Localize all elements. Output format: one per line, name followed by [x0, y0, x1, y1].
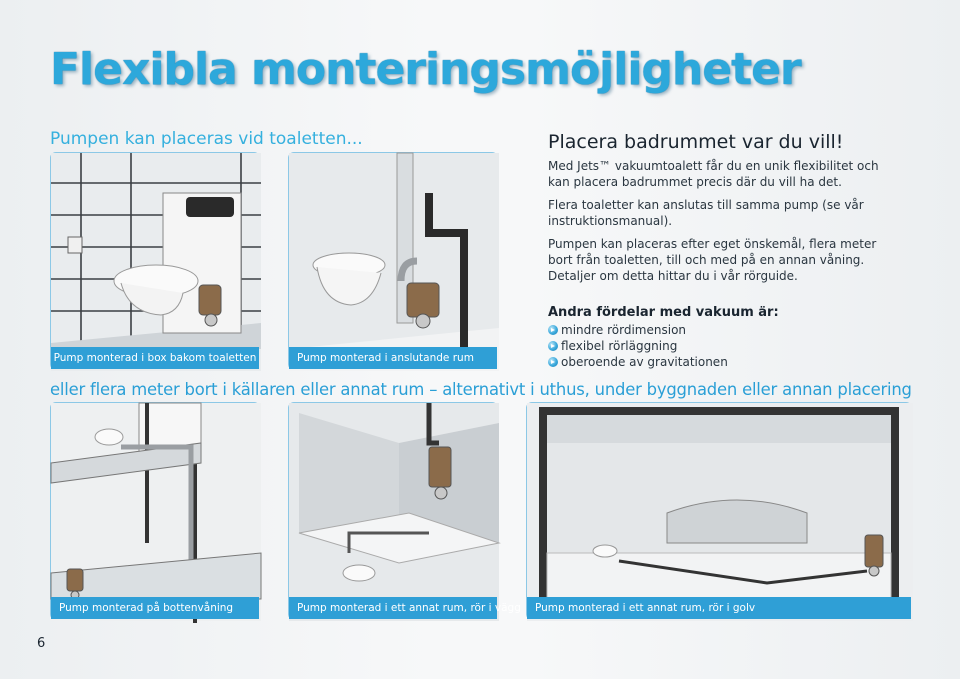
- illustration-ground-floor: [51, 403, 261, 621]
- advantages-list: [548, 322, 728, 370]
- wide-heading: eller flera meter bort i källaren eller annat rum – alternativt i uthus, under byggnaden eller annan placering: [50, 380, 912, 399]
- page-number: 6: [37, 636, 46, 651]
- panel-other-room-wall: [288, 402, 521, 620]
- advantage-label: oberoende av gravitationen: [561, 355, 728, 369]
- panel-other-room-floor: [526, 402, 912, 620]
- subtitle-left: Pumpen kan placeras vid toaletten...: [50, 129, 363, 149]
- advantages-heading: Andra fördelar med vakuum är:: [548, 305, 779, 320]
- section-heading: Placera badrummet var du vill!: [548, 131, 844, 153]
- illustration-other-room-wall: [289, 403, 499, 621]
- arrow-bullet-icon: [548, 357, 558, 367]
- advantage-label: mindre rördimension: [561, 323, 687, 337]
- advantage-item: [548, 354, 728, 370]
- caption-panel-1: Pump monterad i box bakom toaletten: [51, 347, 259, 369]
- paragraph-1: Med Jets™ vakuumtoalett får du en unik flexibilitet och kan placera badrummet precis där du vill ha det.: [548, 159, 879, 189]
- caption-panel-4: Pump monterad i ett annat rum, rör i vägg: [289, 597, 497, 619]
- panel-ground-floor: [50, 402, 260, 620]
- advantage-item: [548, 322, 728, 338]
- illustration-box-behind-toilet: [51, 153, 261, 371]
- caption-panel-3: Pump monterad på bottenvåning: [51, 597, 259, 619]
- paragraph-2: Flera toaletter kan anslutas till samma pump (se vår instruktionsmanual).: [548, 198, 864, 228]
- caption-panel-5: Pump monterad i ett annat rum, rör i golv: [527, 597, 911, 619]
- illustration-other-room-floor: [527, 403, 913, 621]
- arrow-bullet-icon: [548, 325, 558, 335]
- panel-adjoining-room: [288, 152, 498, 370]
- advantage-label: flexibel rörläggning: [561, 339, 678, 353]
- arrow-bullet-icon: [548, 341, 558, 351]
- paragraph-3: Pumpen kan placeras efter eget önskemål, flera meter bort från toaletten, till och med på en annan våning. Detaljer om detta hittar du i vår rörguide.: [548, 237, 877, 283]
- caption-panel-2: Pump monterad i anslutande rum: [289, 347, 497, 369]
- illustration-adjoining-room: [289, 153, 499, 371]
- panel-box-behind-toilet: [50, 152, 260, 370]
- advantage-item: [548, 338, 728, 354]
- page-title: Flexibla monteringsmöjligheter: [50, 44, 801, 95]
